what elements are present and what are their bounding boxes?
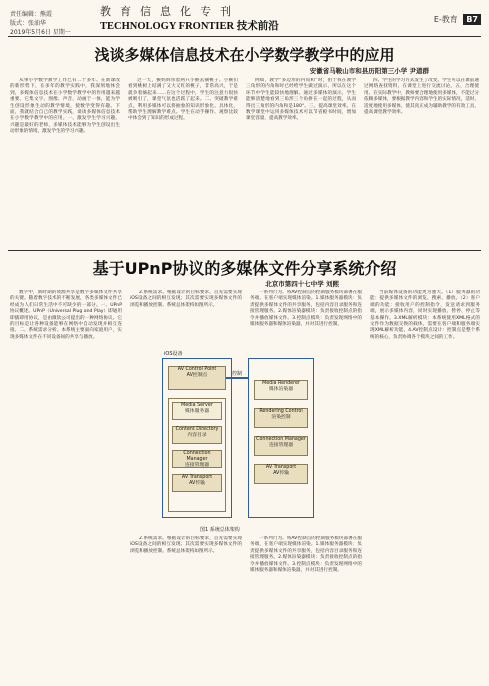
av-transport-box-right [254, 464, 308, 484]
article1-col-2 [128, 78, 238, 246]
article2-col-2 [130, 290, 242, 348]
media-server-cn: 媒体服务器 [185, 409, 209, 414]
connection-manager-cn-right: 连接管理器 [269, 443, 293, 448]
article2-col-3a [250, 290, 362, 348]
control-arrow [226, 377, 248, 379]
control-arrow-label: 控制 [232, 371, 243, 377]
section-rule [8, 250, 481, 251]
av-transport-cn-right: AV传输 [273, 471, 289, 476]
article1-para-2: 过一天，猴妈妈带着两只小猴去摘桃子。小猴们看到桃树上结满了又大又红的桃子，非常高兴，于是就争着摘起来……在这个过程中，学生的注意力很快被吸引了，课堂气氛也活跃了起来。二、突破教学难点。利用多媒体可以将抽象的知识形象化、具体化，帮助学生理解教学难点。学生在动手操作、观察比较中体会到了知识的形成过程。 [128, 78, 238, 122]
article2-para-2: 2.系统需求。根据设计的目标要求，首先需要实现iOS设备之间的相互发现；其次需要实现多媒体文件的浏览和播放控制。系统总体架构如图所示。 [130, 290, 242, 308]
diagram-caption: 图1 系统总体架构 [200, 527, 240, 533]
article1-para-3: 例如，教学“多边形的内角和”时，由于我在教学三角形的内角和时已经给学生做过演示，所以在这个环节中学生能较快地理解。通过多媒体的演示，学生能够清楚地看到三角形三个角拼在一起的过程，从而得出三角形的内角和是180°。三、提高课堂效率。在数学课堂中运用多媒体技术可以节省板书时间，增加课堂容量，提高教学效率。 [246, 78, 356, 122]
header-title: 教育信息化专刊 [100, 5, 240, 18]
edition-label: E-教育 [433, 15, 458, 24]
page-number: B7 [463, 14, 481, 25]
article1-col-3 [246, 78, 356, 246]
article2-col-2b [130, 536, 242, 678]
media-server-label: Media Server [181, 403, 213, 408]
media-renderer-box [254, 380, 308, 400]
av-transport-label-right: AV Transport [265, 465, 297, 470]
article1-col-1 [10, 78, 120, 246]
av-transport-box-left [172, 474, 222, 492]
av-transport-label-left: AV Transport [181, 475, 213, 480]
content-directory-label: Content Directory [175, 427, 219, 432]
media-server-box [172, 402, 222, 420]
media-renderer-label: Media Renderer [262, 381, 300, 386]
article2-author: 北京市第四十七中学 刘熙 [265, 280, 339, 288]
content-directory-cn: 内容目录 [187, 433, 207, 438]
article2-para-2b: 2.系统需求。根据设计的目标要求，首先需要实现iOS设备之间的相互发现；其次需要实现多媒体文件的浏览和播放控制。系统总体架构如图所示。 [130, 536, 242, 554]
article2-col-1 [10, 290, 122, 678]
article2-col-3b [250, 536, 362, 678]
connection-manager-label: Connection Manager [183, 451, 211, 462]
page-header [0, 0, 489, 38]
control-point-label: AV Control Point [177, 367, 217, 372]
article1-col-4 [364, 78, 479, 246]
header-meta [10, 10, 71, 37]
connection-manager-box-right [254, 436, 308, 456]
architecture-diagram [162, 350, 314, 522]
content-directory-box [172, 426, 222, 444]
connection-manager-label-right: Connection Manager [256, 437, 306, 442]
article1-para-1: 从事小学数学教学工作已有二十多年。在新课改的新形势下，在多年的教学实践中，我深刻地体会到，多媒体信息技术在小学数学教学中的作用越来越重要。它集文字、图像、声音、动画于一体，能为学生创设形象生动的教学情境，使数学变得有趣。下面，我就结合自己的教学实践，谈谈多媒体信息技术在小学数学教学中的应用。一、激发学生学习兴趣。兴趣是最好的老师，多媒体技术能够为学生创设出生动形象的情境，激发学生的学习兴趣。 [10, 78, 120, 135]
ios-device-label: iOS设备 [164, 351, 183, 357]
article2-para-1: 数字中，新时期的资源共享是数字多媒体文件共享的关键。随着数字技术的不断发展，各类多媒体文件已经成为人们日常生活中不可缺少的一部分。一、UPnP协议概述。UPnP（Universal Plug and Play）即通用即插即用协议，是由微软公司提出的一种网络协议。它的目标是让各种设备能够在网络中自动发现并相互连接。二、系统需求分析。本系统主要面向家庭用户，实现多媒体文件在不同设备间的共享与播放。 [10, 290, 122, 340]
rendering-control-cn: 渲染控制 [271, 415, 291, 420]
article1-author: 安徽省马鞍山市和县历阳第三小学 尹道群 [309, 67, 429, 75]
article2-para-4: 当前媒体设备的功能更为强大。（1）服务器的功能：提供多媒体文件的浏览、搜索、播放。（2）客户端的功能：接收用户的控制指令，发送请求到服务端，展示多媒体内容，同时实现播放、暂停、停止等基本操作。3.XML解析模块：本系统使用XML格式的文件作为数据交换的载体，需要在客户端和服务端实现XML解析功能。4.AV控制点设计：控制点是整个系统的核心，负责协调各个模块之间的工作。 [370, 290, 480, 340]
connection-manager-cn: 连接管理器 [185, 463, 209, 468]
header-rule [8, 36, 481, 37]
article1-para-4: 四、学生的学习方式发生了改变。学生可以在课前通过网络查找资料，在课堂上进行交流讨论。五、合理使用。在实际教学中，教师要合理地使用多媒体，不能过分依赖多媒体，要根据教学内容和学生的实际情况，适时、适度地使用多媒体，使其真正成为辅助教学的有效工具，提高课堂教学效率。 [364, 78, 479, 116]
control-point-cn: AV控制点 [186, 373, 208, 378]
editor-line: 责任编辑：熊霞 [10, 11, 53, 18]
article2-title: 基于UPnP协议的多媒体文件分享系统介绍 [92, 259, 397, 278]
date-line: 2019年5月6日 星期一 [10, 29, 71, 36]
rendering-control-box [254, 408, 308, 428]
av-transport-cn-left: AV传输 [189, 481, 205, 486]
layout-line: 版式：张油华 [10, 20, 47, 27]
header-page [434, 14, 481, 25]
article2-para-3: 一系列行为。将AV控制点的控制服务模块部署在服务端，在客户端实现媒体渲染。1.媒体服务器模块：负责提供多媒体文件的共享服务，包括内容目录服务和连接管理服务。2.媒体渲染器模块：负责接收控制点的指令并播放媒体文件。3.控制点模块：负责发现网络中的媒体服务器和媒体渲染器，并对其进行控制。 [250, 290, 362, 328]
article2-col-4 [370, 290, 480, 678]
connection-manager-box [172, 450, 222, 468]
rendering-control-label: Rendering Control [259, 409, 303, 414]
control-point-box [168, 366, 226, 390]
media-renderer-cn: 媒体渲染器 [269, 387, 293, 392]
article2-para-3b: 一系列行为。将AV控制点的控制服务模块部署在服务端，在客户端实现媒体渲染。1.媒体服务器模块：负责提供多媒体文件的共享服务，包括内容目录服务和连接管理服务。2.媒体渲染器模块：负责接收控制点的指令并播放媒体文件。3.控制点模块：负责发现网络中的媒体服务器和媒体渲染器，并对其进行控制。 [250, 536, 362, 574]
article1-title: 浅谈多媒体信息技术在小学数学教学中的应用 [94, 46, 395, 64]
header-subtitle: TECHNOLOGY FRONTIER 技术前沿 [100, 21, 279, 32]
